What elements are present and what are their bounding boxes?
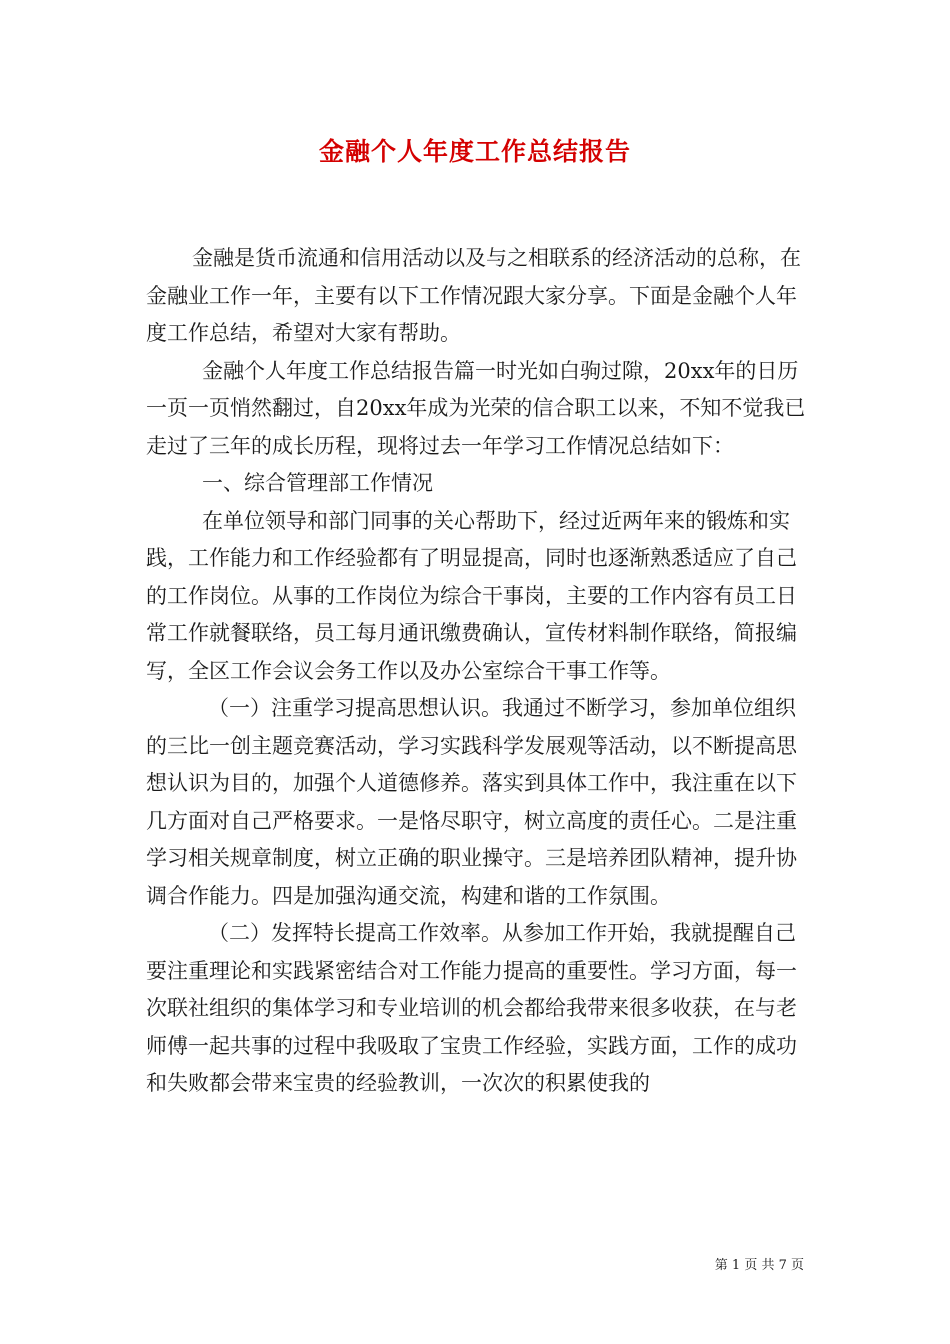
- document-body: [146, 240, 810, 1103]
- paragraph-study: （一）注重学习提高思想认识。我通过不断学习，参加单位组织的三比一创主题竞赛活动，学习实践科学发展观等活动，以不断提高思想认识为目的，加强个人道德修养。落实到具体工作中，我注重在以下几方面对自己严格要求。一是恪尽职守，树立高度的责任心。二是注重学习相关规章制度，树立正确的职业操守。三是培养团队精神，提升协调合作能力。四是加强沟通交流，构建和谐的工作氛围。: [146, 696, 797, 908]
- paragraph-intro: 金融是货币流通和信用活动以及与之相联系的经济活动的总称，在金融业工作一年，主要有以下工作情况跟大家分享。下面是金融个人年度工作总结，希望对大家有帮助。: [146, 246, 801, 345]
- paragraph-work-situation: 在单位领导和部门同事的关心帮助下，经过近两年来的锻炼和实践，工作能力和工作经验都有了明显提高，同时也逐渐熟悉适应了自己的工作岗位。从事的工作岗位为综合干事岗，主要的工作内容有员工日常工作就餐联络，员工每月通讯缴费确认，宣传材料制作联络，简报编写，全区工作会议会务工作以及办公室综合干事工作等。: [146, 508, 797, 683]
- document-title: 金融个人年度工作总结报告: [318, 137, 631, 166]
- page-number: 第 1 页 共 7 页: [714, 1258, 804, 1273]
- paragraph-opening: 金融个人年度工作总结报告篇一时光如白驹过隙，20xx年的日历一页一页悄然翻过，自20xx年成为光荣的信合职工以来，不知不觉我已走过了三年的成长历程，现将过去一年学习工作情况总结如下：: [146, 358, 806, 458]
- section-heading: 一、综合管理部工作情况: [202, 471, 433, 495]
- paragraph-efficiency: （二）发挥特长提高工作效率。从参加工作开始，我就提醒自己要注重理论和实践紧密结合对工作能力提高的重要性。学习方面，每一次联社组织的集体学习和专业培训的机会都给我带来很多收获，在与老师傅一起共事的过程中我吸取了宝贵工作经验，实践方面，工作的成功和失败都会带来宝贵的经验教训，一次次的积累使我的: [146, 921, 797, 1095]
